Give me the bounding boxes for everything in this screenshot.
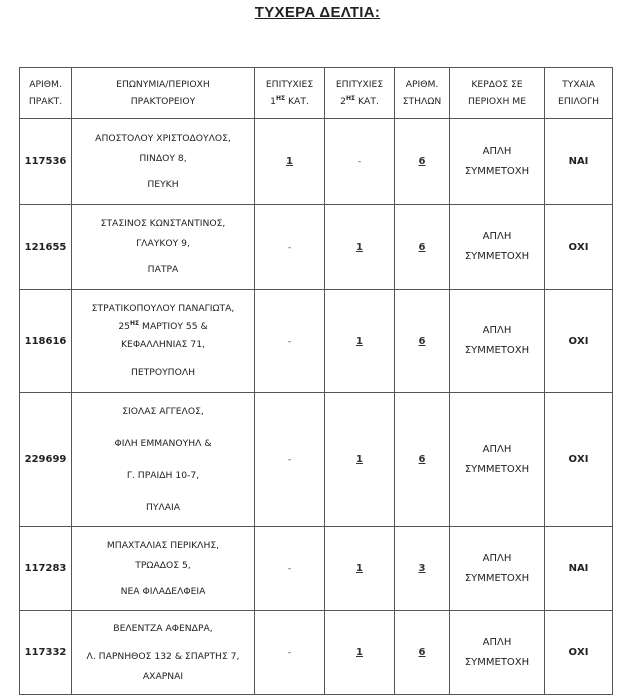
header-agent-name-area: ΕΠΩΝΥΜΙΑ/ΠΕΡΙΟΧΗ ΠΡΑΚΤΟΡΕΙΟΥ bbox=[72, 68, 255, 119]
agent-details: ΣΙΟΛΑΣ ΑΓΓΕΛΟΣ, ΦΙΛΗ ΕΜΜΑΝΟΥΗΛ & Γ. ΠΡΑΙΔΗ 10-7, ΠΥΛΑΙΑ bbox=[72, 393, 255, 527]
first-category-wins: - bbox=[255, 205, 325, 290]
street-text: ΜΑΡΤΙΟΥ 55 & bbox=[139, 321, 208, 332]
second-category-wins: - bbox=[325, 119, 395, 205]
first-category-wins[interactable]: 1 bbox=[255, 119, 325, 205]
first-category-wins: - bbox=[255, 611, 325, 695]
header-random-pick: ΤΥΧΑΙΑ ΕΠΙΛΟΓΗ bbox=[545, 68, 613, 119]
date-number: 25 bbox=[118, 321, 131, 332]
profit-area: ΑΠΛΗ ΣΥΜΜΕΤΟΧΗ bbox=[450, 393, 545, 527]
columns-count[interactable]: 3 bbox=[395, 527, 450, 611]
first-category-wins: - bbox=[255, 290, 325, 393]
agent-code: 117332 bbox=[20, 611, 72, 695]
ordinal-suffix: ΗΣ bbox=[130, 320, 140, 327]
header-second-category-wins: ΕΠΙΤΥΧΙΕΣ $2^{H\Sigma}$ ΚΑΤ. bbox=[325, 68, 395, 119]
agent-code: 118616 bbox=[20, 290, 72, 393]
agent-code: 117283 bbox=[20, 527, 72, 611]
agent-details: ΣΤΑΣΙΝΟΣ ΚΩΝΣΤΑΝΤΙΝΟΣ, ΓΛΑΥΚΟΥ 9, ΠΑΤΡΑ bbox=[72, 205, 255, 290]
header-profit-area: ΚΕΡΔΟΣ ΣΕ ΠΕΡΙΟΧΗ ΜΕ bbox=[450, 68, 545, 119]
agent-code: 229699 bbox=[20, 393, 72, 527]
profit-area: ΑΠΛΗ ΣΥΜΜΕΤΟΧΗ bbox=[450, 611, 545, 695]
agent-details: ΜΠΑΧΤΑΛΙΑΣ ΠΕΡΙΚΛΗΣ, ΤΡΩΑΔΟΣ 5, ΝΕΑ ΦΙΛΑΔΕΛΦΕΙΑ bbox=[72, 527, 255, 611]
columns-count[interactable]: 6 bbox=[395, 611, 450, 695]
random-pick: ΝΑΙ bbox=[545, 527, 613, 611]
agent-details: ΣΤΡΑΤΙΚΟΠΟΥΛΟΥ ΠΑΝΑΓΙΩΤΑ, $25^{H\Sigma}$ ΜΑΡΤΙΟΥ 55 & ΚΕΦΑΛΛΗΝΙΑΣ 71, ΠΕΤΡΟΥΠΟΛΗ bbox=[72, 290, 255, 393]
second-category-wins[interactable]: 1 bbox=[325, 611, 395, 695]
random-pick: ΟΧΙ bbox=[545, 611, 613, 695]
header-first-category-wins: ΕΠΙΤΥΧΙΕΣ $1^{H\Sigma}$ ΚΑΤ. bbox=[255, 68, 325, 119]
header-columns-count: ΑΡΙΘΜ. ΣΤΗΛΩΝ bbox=[395, 68, 450, 119]
first-category-wins: - bbox=[255, 527, 325, 611]
table-row bbox=[20, 393, 613, 527]
profit-area: ΑΠΛΗ ΣΥΜΜΕΤΟΧΗ bbox=[450, 119, 545, 205]
first-category-wins: - bbox=[255, 393, 325, 527]
header-row bbox=[20, 68, 613, 119]
second-category-wins[interactable]: 1 bbox=[325, 205, 395, 290]
columns-count[interactable]: 6 bbox=[395, 119, 450, 205]
agent-details: ΒΕΛΕΝΤΖΑ ΑΦΕΝΔΡΑ, Λ. ΠΑΡΝΗΘΟΣ 132 & ΣΠΑΡΤΗΣ 7, ΑΧΑΡΝΑΙ bbox=[72, 611, 255, 695]
second-category-wins[interactable]: 1 bbox=[325, 290, 395, 393]
profit-area: ΑΠΛΗ ΣΥΜΜΕΤΟΧΗ bbox=[450, 527, 545, 611]
second-category-wins[interactable]: 1 bbox=[325, 527, 395, 611]
agent-code: 117536 bbox=[20, 119, 72, 205]
header-agent-code: ΑΡΙΘΜ. ΠΡΑΚΤ. bbox=[20, 68, 72, 119]
columns-count[interactable]: 6 bbox=[395, 393, 450, 527]
table-row bbox=[20, 205, 613, 290]
page-title: ΤΥΧΕΡΑ ΔΕΛΤΙΑ: bbox=[254, 4, 381, 21]
profit-area: ΑΠΛΗ ΣΥΜΜΕΤΟΧΗ bbox=[450, 205, 545, 290]
columns-count[interactable]: 6 bbox=[395, 290, 450, 393]
table-row bbox=[20, 527, 613, 611]
random-pick: ΟΧΙ bbox=[545, 205, 613, 290]
agent-code: 121655 bbox=[20, 205, 72, 290]
agent-details: ΑΠΟΣΤΟΛΟΥ ΧΡΙΣΤΟΔΟΥΛΟΣ, ΠΙΝΔΟΥ 8, ΠΕΥΚΗ bbox=[72, 119, 255, 205]
table-row bbox=[20, 119, 613, 205]
table-row bbox=[20, 611, 613, 695]
random-pick: ΟΧΙ bbox=[545, 290, 613, 393]
columns-count[interactable]: 6 bbox=[395, 205, 450, 290]
random-pick: ΝΑΙ bbox=[545, 119, 613, 205]
winning-tickets-table bbox=[19, 67, 613, 695]
second-category-wins[interactable]: 1 bbox=[325, 393, 395, 527]
table-row bbox=[20, 290, 613, 393]
random-pick: ΟΧΙ bbox=[545, 393, 613, 527]
profit-area: ΑΠΛΗ ΣΥΜΜΕΤΟΧΗ bbox=[450, 290, 545, 393]
